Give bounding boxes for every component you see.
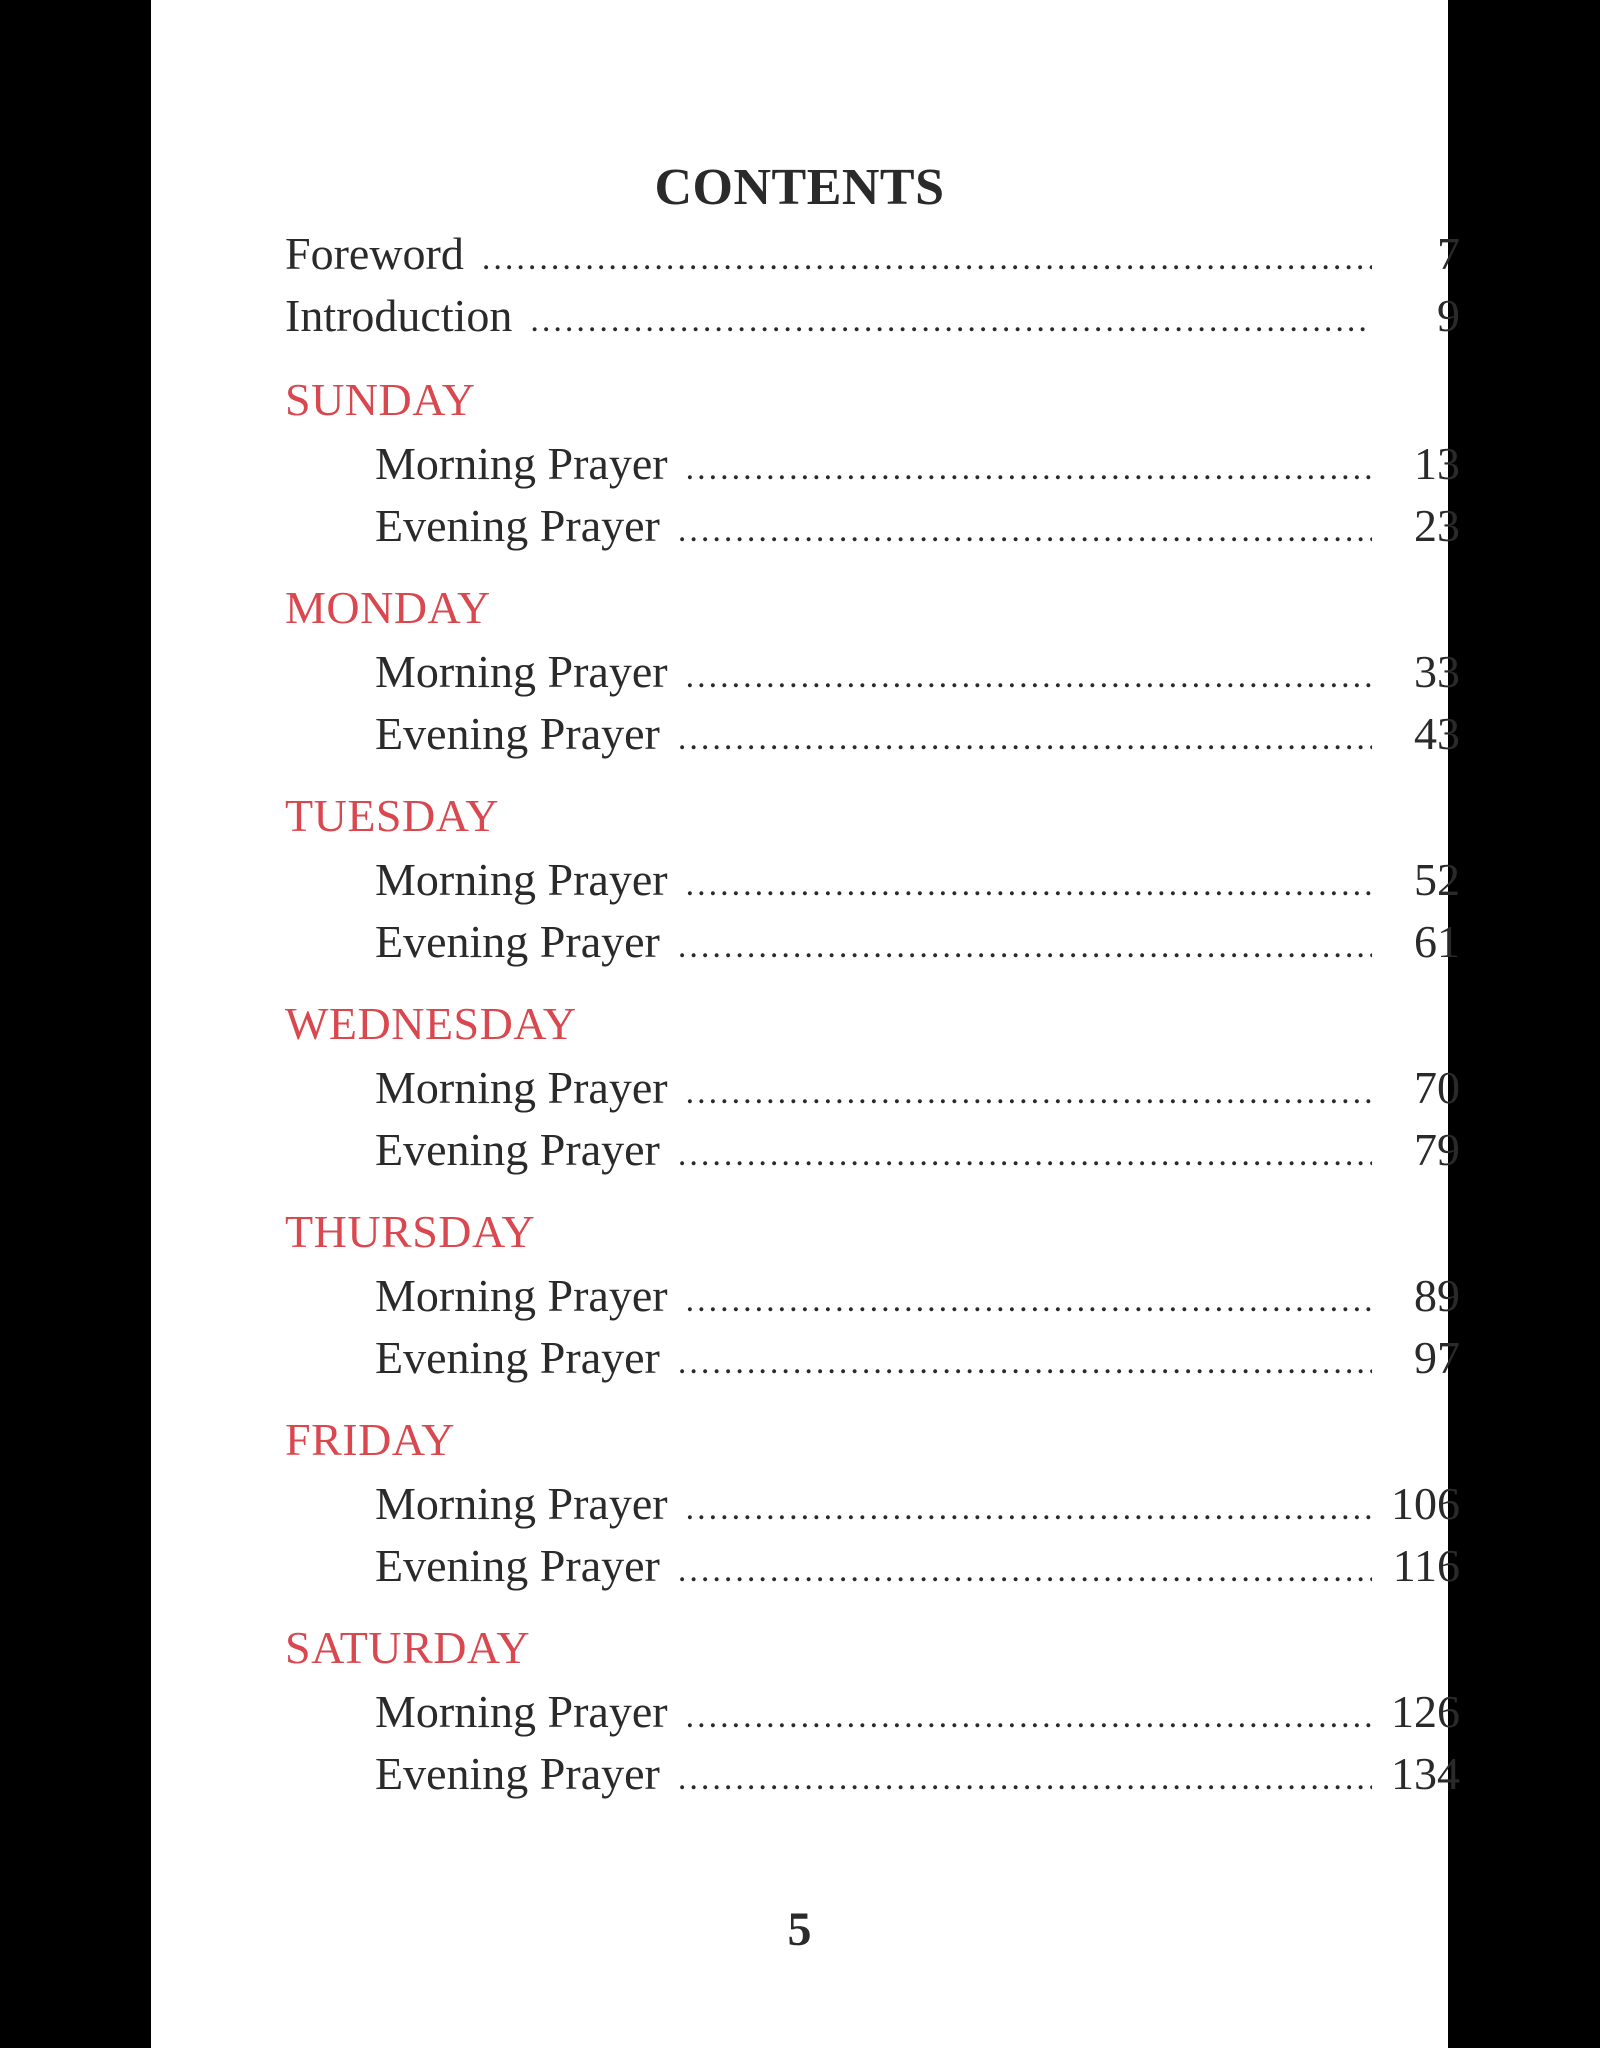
toc-page-number: 79 — [1414, 1124, 1460, 1175]
toc-entry-friday-morning[interactable] — [375, 1476, 1460, 1537]
toc-page-number: 23 — [1414, 500, 1460, 551]
toc-entry-saturday-evening[interactable] — [375, 1746, 1460, 1807]
toc-entry-label: Morning Prayer — [375, 1686, 668, 1737]
toc-entry-label: Morning Prayer — [375, 1478, 668, 1529]
toc-entry-thursday-morning[interactable] — [375, 1268, 1460, 1329]
day-heading-monday: MONDAY — [285, 582, 491, 633]
dot-leader — [686, 1481, 1372, 1537]
toc-entry-saturday-morning[interactable] — [375, 1684, 1460, 1745]
dot-leader — [686, 441, 1372, 497]
day-heading-saturday: SATURDAY — [285, 1622, 531, 1673]
toc-entry-foreword[interactable] — [285, 226, 1460, 287]
dot-leader — [678, 919, 1372, 975]
toc-entry-label: Morning Prayer — [375, 646, 668, 697]
day-heading-sunday: SUNDAY — [285, 374, 476, 425]
toc-entry-label: Evening Prayer — [375, 1332, 660, 1383]
toc-page-number: 89 — [1414, 1270, 1460, 1321]
toc-entry-tuesday-evening[interactable] — [375, 914, 1460, 975]
toc-entry-label: Evening Prayer — [375, 1540, 660, 1591]
toc-page-number: 106 — [1391, 1478, 1460, 1529]
toc-entry-thursday-evening[interactable] — [375, 1330, 1460, 1391]
dot-leader — [686, 1273, 1372, 1329]
toc-entry-label: Evening Prayer — [375, 708, 660, 759]
toc-entry-monday-evening[interactable] — [375, 706, 1460, 767]
toc-entry-sunday-morning[interactable] — [375, 436, 1460, 497]
toc-entry-wednesday-morning[interactable] — [375, 1060, 1460, 1121]
toc-entry-tuesday-morning[interactable] — [375, 852, 1460, 913]
day-heading-thursday: THURSDAY — [285, 1206, 536, 1257]
toc-entry-label: Evening Prayer — [375, 1748, 660, 1799]
dot-leader — [686, 1689, 1372, 1745]
toc-page-number: 13 — [1414, 438, 1460, 489]
toc-entry-label: Evening Prayer — [375, 916, 660, 967]
page-title: CONTENTS — [654, 159, 945, 216]
toc-page-number: 61 — [1414, 916, 1460, 967]
page-number: 5 — [787, 1903, 812, 1956]
dot-leader — [678, 1751, 1372, 1807]
toc-entry-label: Morning Prayer — [375, 438, 668, 489]
toc-entry-label: Morning Prayer — [375, 854, 668, 905]
dot-leader — [678, 711, 1372, 767]
toc-entry-label: Evening Prayer — [375, 500, 660, 551]
toc-page-number: 97 — [1414, 1332, 1460, 1383]
book-page — [151, 0, 1460, 2048]
toc-entry-sunday-evening[interactable] — [375, 498, 1460, 559]
toc-entry-wednesday-evening[interactable] — [375, 1122, 1460, 1183]
dot-leader — [686, 1065, 1372, 1121]
toc-entry-label: Foreword — [285, 228, 464, 279]
dot-leader — [482, 231, 1372, 287]
toc-page-number: 134 — [1391, 1748, 1460, 1799]
toc-page-number: 43 — [1414, 708, 1460, 759]
toc-page-number: 33 — [1414, 646, 1460, 697]
day-heading-wednesday: WEDNESDAY — [285, 998, 577, 1049]
dot-leader — [686, 857, 1372, 913]
toc-page-number: 70 — [1414, 1062, 1460, 1113]
toc-entry-label: Morning Prayer — [375, 1270, 668, 1321]
toc-entry-label: Evening Prayer — [375, 1124, 660, 1175]
toc-entry-introduction[interactable] — [285, 288, 1460, 349]
toc-entry-monday-morning[interactable] — [375, 644, 1460, 705]
dot-leader — [678, 1127, 1372, 1183]
dot-leader — [678, 1335, 1372, 1391]
dot-leader — [686, 649, 1372, 705]
toc-page-number: 52 — [1414, 854, 1460, 905]
day-heading-tuesday: TUESDAY — [285, 790, 499, 841]
dot-leader — [678, 1543, 1372, 1599]
day-heading-friday: FRIDAY — [285, 1414, 456, 1465]
toc-page-number: 116 — [1392, 1540, 1460, 1591]
toc-page-number: 9 — [1437, 290, 1460, 341]
toc-entry-friday-evening[interactable] — [375, 1538, 1460, 1599]
toc-page-number: 126 — [1391, 1686, 1460, 1737]
toc-entry-label: Introduction — [285, 290, 513, 341]
toc-entry-label: Morning Prayer — [375, 1062, 668, 1113]
dot-leader — [530, 293, 1372, 349]
dot-leader — [678, 503, 1372, 559]
toc-page-number: 7 — [1437, 228, 1460, 279]
